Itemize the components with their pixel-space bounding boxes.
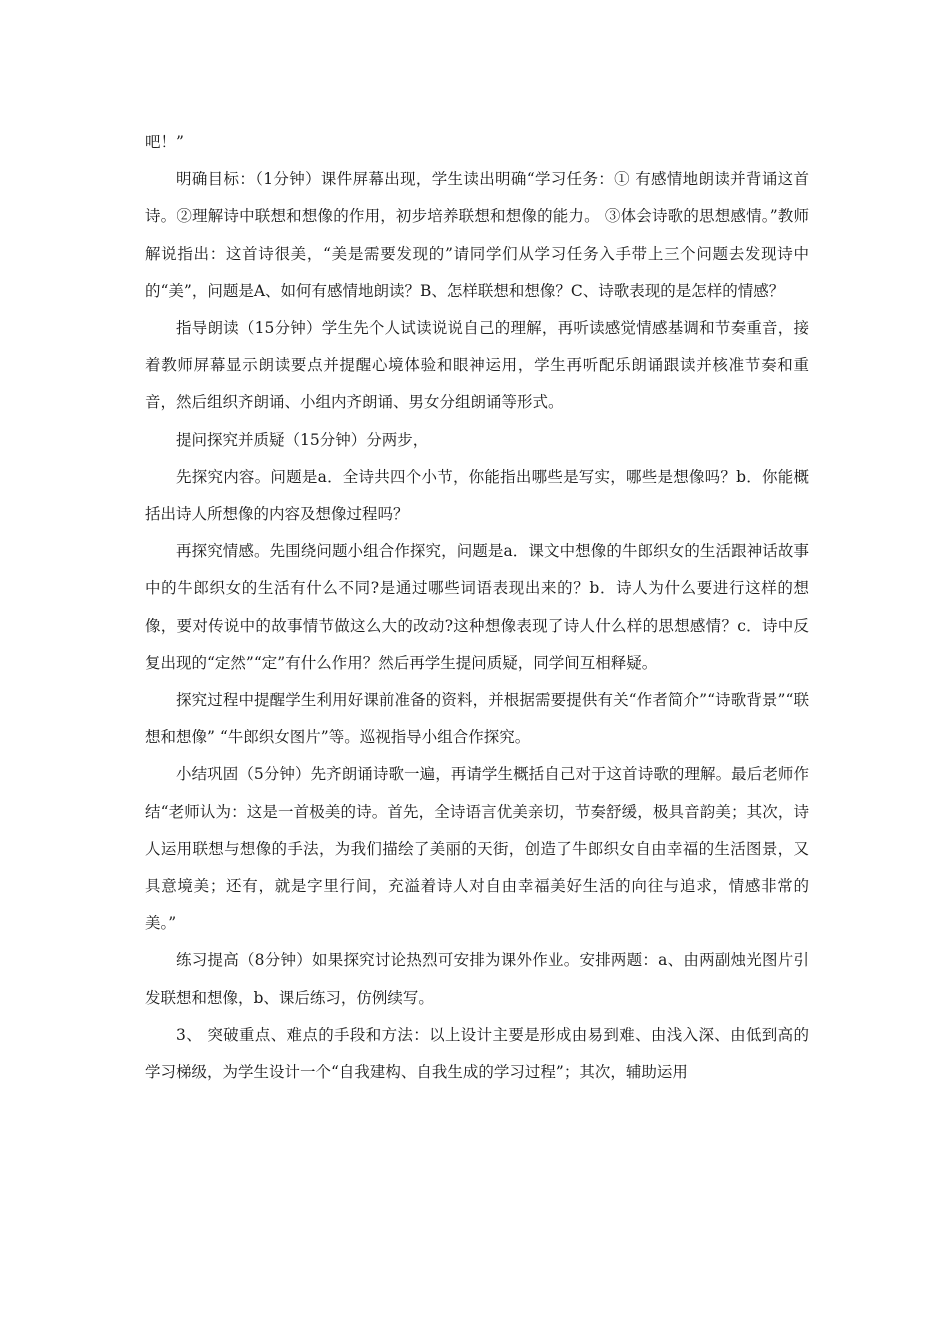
paragraph-methods: 3、 突破重点、难点的手段和方法：以上设计主要是形成由易到难、由浅入深、由低到高的学习梯级，为学生设计一个“自我建构、自我生成的学习过程”；其次，辅助运用 <box>145 1025 809 1082</box>
paragraph-content-inquiry: 先探究内容。问题是a．全诗共四个小节，你能指出哪些是写实，哪些是想像吗？b．你能概括出诗人所想像的内容及想像过程吗？ <box>145 467 809 524</box>
paragraph-guided-reading: 指导朗读（15分钟）学生先个人试读说说自己的理解，再听读感觉情感基调和节奏重音，接着教师屏幕显示朗读要点并提醒心境体验和眼神运用，学生再听配乐朗诵跟读并核准节奏和重音，然后组织齐朗诵、小组内齐朗诵、男女分组朗诵等形式。 <box>145 319 809 412</box>
paragraph-continuation: 吧！” <box>145 133 184 151</box>
paragraph-emotion-inquiry: 再探究情感。先围绕问题小组合作探究，问题是a．课文中想像的牛郎织女的生活跟神话故事中的牛郎织女的生活有什么不同?是通过哪些词语表现出来的？b．诗人为什么要进行这样的想像，要对传说中的故事情节做这么大的改动?这种想像表现了诗人什么样的思想感情？c．诗中反复出现的“定然”“定”有什么作用？然后再学生提问质疑，同学间互相释疑。 <box>145 542 809 672</box>
paragraph-learning-objectives: 明确目标：（1分钟）课件屏幕出现，学生读出明确“学习任务：① 有感情地朗读并背诵这首诗。②理解诗中联想和想像的作用，初步培养联想和想像的能力。 ③体会诗歌的思想感情。”教师解说指出：这首诗很美，“美是需要发现的”请同学们从学习任务入手带上三个问题去发现诗中的“美”，问题是A、如何有感情地朗读？B、怎样联想和想像？C、诗歌表现的是怎样的情感？ <box>145 170 809 300</box>
document-body <box>145 124 809 1091</box>
paragraph-summary: 小结巩固（5分钟）先齐朗诵诗歌一遍，再请学生概括自己对于这首诗歌的理解。最后老师作结“老师认为：这是一首极美的诗。首先，全诗语言优美亲切，节奏舒缓，极具音韵美；其次，诗人运用联想与想像的手法，为我们描绘了美丽的天街，创造了牛郎织女自由幸福的生活图景，又具意境美；还有，就是字里行间，充溢着诗人对自由幸福美好生活的向往与追求，情感非常的美。” <box>145 765 809 933</box>
paragraph-inquiry-process: 探究过程中提醒学生利用好课前准备的资料，并根据需要提供有关“作者简介”“诗歌背景”“联想和想像” “牛郎织女图片”等。巡视指导小组合作探究。 <box>145 691 809 747</box>
paragraph-practice: 练习提高（8分钟）如果探究讨论热烈可安排为课外作业。安排两题：a、由两副烛光图片引发联想和想像，b、课后练习，仿例续写。 <box>145 951 809 1007</box>
paragraph-inquiry-intro: 提问探究并质疑（15分钟）分两步， <box>176 430 429 449</box>
